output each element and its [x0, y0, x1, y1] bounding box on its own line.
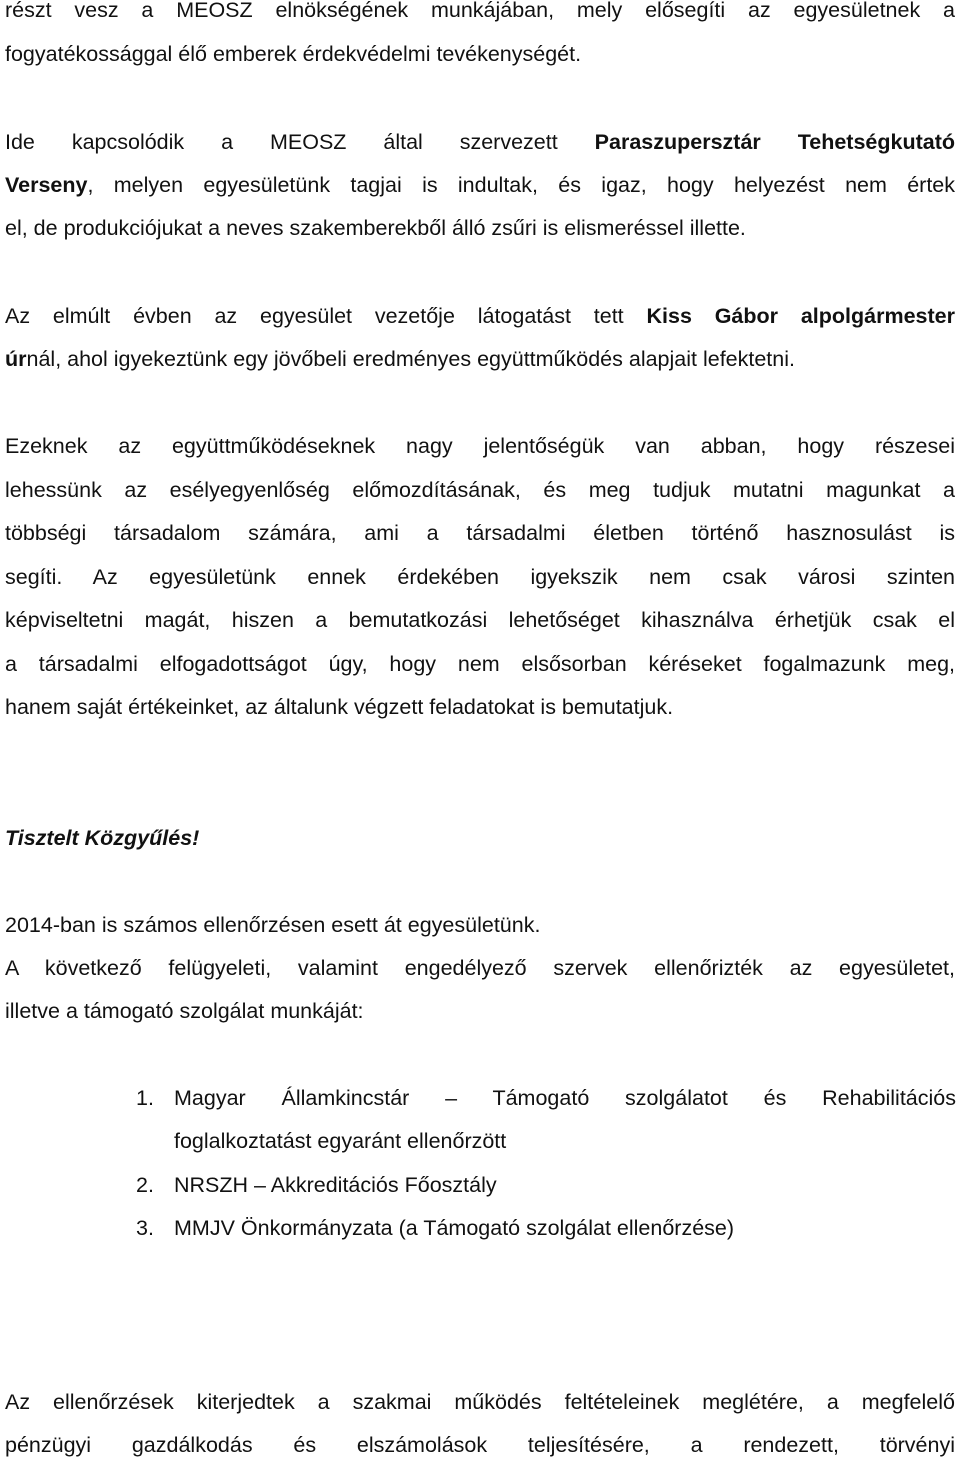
list-item-text: MMJV Önkormányzata (a Támogató szolgálat ellenőrzése) [174, 1216, 735, 1240]
text-line [5, 302, 955, 330]
text-line: fogyatékossággal élő emberek érdekvédelmi tevékenységét. [5, 42, 582, 66]
text-line: illetve a támogató szolgálat munkáját: [5, 999, 364, 1023]
list-number: 2. [136, 1173, 154, 1197]
text-line: képviseltetni magát, hiszen a bemutatkozási lehetőséget kihasználva érhetjük csak el [5, 608, 955, 632]
list-item-text: NRSZH – Akkreditációs Főosztály [174, 1173, 497, 1197]
text-line: a társadalmi elfogadottságot úgy, hogy nem elsősorban kéréseket fogalmazunk meg, [5, 652, 955, 676]
text-line: A következő felügyeleti, valamint engedélyező szervek ellenőrizték az egyesületet, [5, 956, 955, 980]
text-line: többségi társadalom számára, ami a társadalmi életben történő hasznosulást is [5, 521, 955, 545]
text-line: lehessünk az esélyegyenlőség előmozdításának, és meg tudjuk mutatni magunkat a [5, 478, 955, 502]
text-line: Ezeknek az együttműködéseknek nagy jelentőségük van abban, hogy részesei [5, 434, 955, 458]
text-line [5, 345, 955, 373]
text-line: el, de produkciójukat a neves szakemberekből álló zsűri is elismeréssel illette. [5, 216, 746, 240]
list-number: 1. [136, 1086, 154, 1110]
section-heading: Tisztelt Közgyűlés! [5, 826, 200, 850]
list-number: 3. [136, 1216, 154, 1240]
text-line: részt vesz a MEOSZ elnökségének munkájában, mely elősegíti az egyesületnek a [5, 0, 955, 22]
text-line: segíti. Az egyesületünk ennek érdekében igyekszik nem csak városi szinten [5, 565, 955, 589]
text-line [5, 128, 955, 156]
text-run: Ide kapcsolódik a MEOSZ által szervezett [5, 130, 558, 154]
person-title-bold: úr [5, 347, 27, 371]
text-run: , melyen egyesületünk tagjai is indultak, és igaz, hogy helyezést nem értek [87, 173, 955, 197]
text-run: nál, ahol igyekeztünk egy jövőbeli eredményes együttműködés alapjait lefektetni. [26, 347, 795, 371]
event-name-bold: Verseny [5, 173, 88, 197]
text-line: 2014-ban is számos ellenőrzésen esett át egyesületünk. [5, 913, 541, 937]
event-name-bold: Paraszupersztár Tehetségkutató [594, 130, 955, 154]
text-line: Az ellenőrzések kiterjedtek a szakmai működés feltételeinek meglétére, a megfelelő [5, 1390, 955, 1414]
list-item-continuation: foglalkoztatást egyaránt ellenőrzött [174, 1129, 507, 1153]
person-name-bold: Kiss Gábor alpolgármester [646, 304, 955, 328]
list-item-text: Magyar Államkincstár – Támogató szolgálatot és Rehabilitációs [174, 1086, 956, 1110]
list-item [136, 1214, 956, 1242]
list-item [136, 1084, 956, 1112]
text-line: hanem saját értékeinket, az általunk végzett feladatokat is bemutatjuk. [5, 695, 674, 719]
text-line: pénzügyi gazdálkodás és elszámolások teljesítésére, a rendezett, törvényi [5, 1433, 955, 1457]
list-item [136, 1171, 956, 1199]
text-line [5, 171, 955, 199]
text-run: Az elmúlt évben az egyesület vezetője látogatást tett [5, 304, 624, 328]
